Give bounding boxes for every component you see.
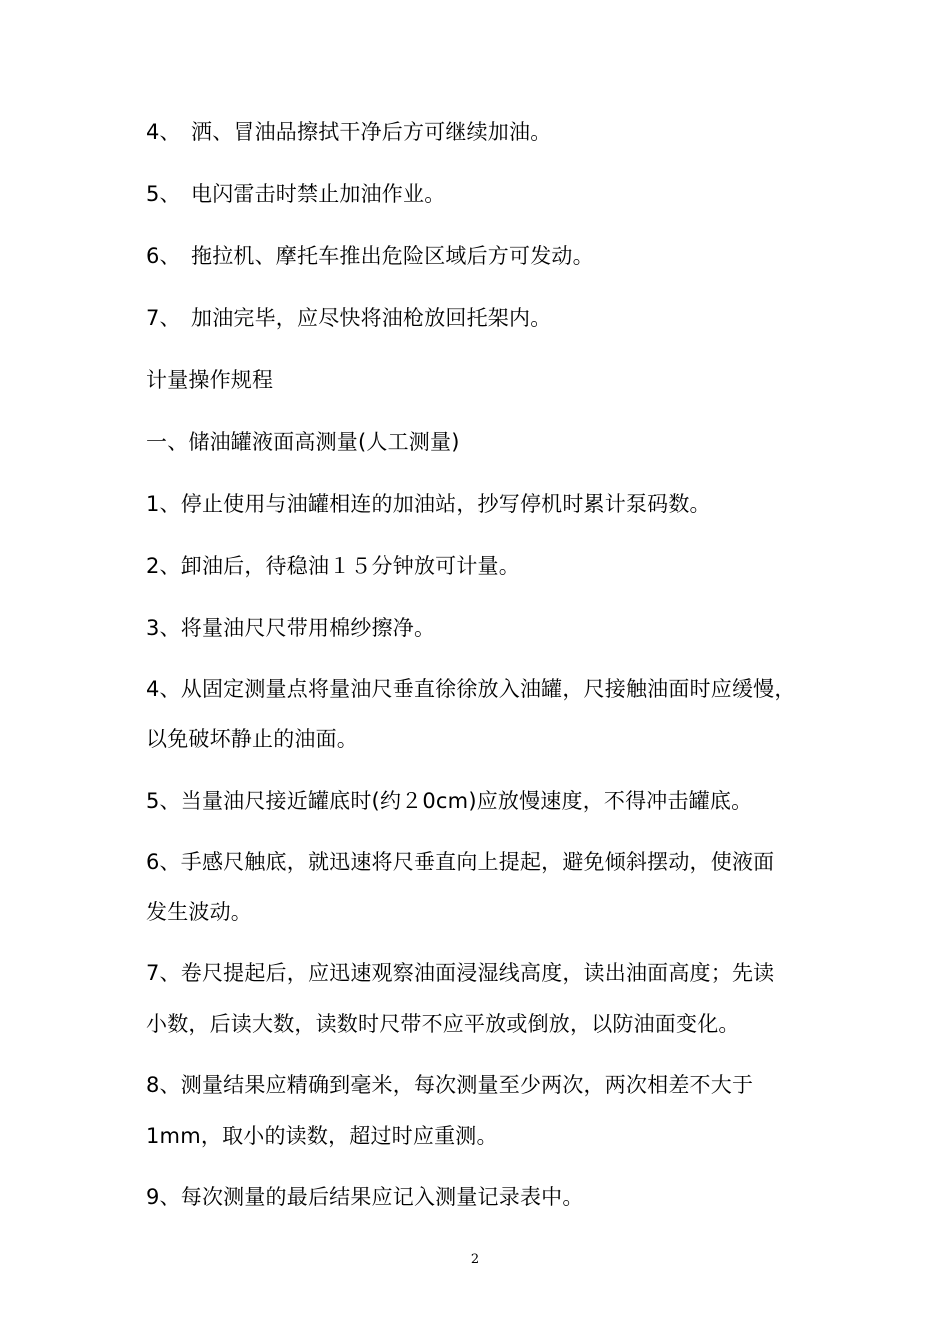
page-number: 2 bbox=[470, 1252, 480, 1267]
item-number: 5、 bbox=[146, 182, 181, 206]
step-line: 7、卷尺提起后，应迅速观察油面浸湿线高度，读出油面高度；先读 bbox=[146, 961, 775, 985]
step-line: 1、停止使用与油罐相连的加油站，抄写停机时累计泵码数。 bbox=[146, 492, 711, 516]
subsection-title: 一、储油罐液面高测量(人工测量) bbox=[146, 430, 460, 454]
item-number: 4、 bbox=[146, 120, 181, 144]
step-line: 8、测量结果应精确到毫米，每次测量至少两次，两次相差不大于 bbox=[146, 1073, 754, 1097]
safety-item bbox=[146, 306, 551, 330]
step-line: 6、手感尺触底，就迅速将尺垂直向上提起，避免倾斜摆动，使液面 bbox=[146, 850, 775, 874]
step-line-continued: 发生波动。 bbox=[146, 900, 252, 924]
item-text: 拖拉机、摩托车推出危险区域后方可发动。 bbox=[191, 244, 594, 268]
item-text: 洒、冒油品擦拭干净后方可继续加油。 bbox=[191, 120, 552, 144]
step-line-continued: 以免破坏静止的油面。 bbox=[146, 727, 358, 751]
safety-item bbox=[146, 120, 551, 144]
safety-item bbox=[146, 244, 594, 268]
item-number: 6、 bbox=[146, 244, 181, 268]
safety-item bbox=[146, 182, 445, 206]
step-line-continued: 小数，后读大数，读数时尺带不应平放或倒放，以防油面变化。 bbox=[146, 1012, 740, 1036]
step-line-continued: 1mm，取小的读数，超过时应重测。 bbox=[146, 1124, 498, 1148]
step-line: 2、卸油后，待稳油１５分钟放可计量。 bbox=[146, 554, 520, 578]
section-title: 计量操作规程 bbox=[146, 368, 274, 392]
item-number: 7、 bbox=[146, 306, 181, 330]
item-text: 加油完毕，应尽快将油枪放回托架内。 bbox=[191, 306, 552, 330]
item-text: 电闪雷击时禁止加油作业。 bbox=[191, 182, 446, 206]
step-line: 3、将量油尺尺带用棉纱擦净。 bbox=[146, 616, 436, 640]
step-line: 5、当量油尺接近罐底时(约２0cm)应放慢速度，不得冲击罐底。 bbox=[146, 789, 753, 813]
step-line: 9、每次测量的最后结果应记入测量记录表中。 bbox=[146, 1185, 584, 1209]
step-line: 4、从固定测量点将量油尺垂直徐徐放入油罐，尺接触油面时应缓慢， bbox=[146, 677, 796, 701]
